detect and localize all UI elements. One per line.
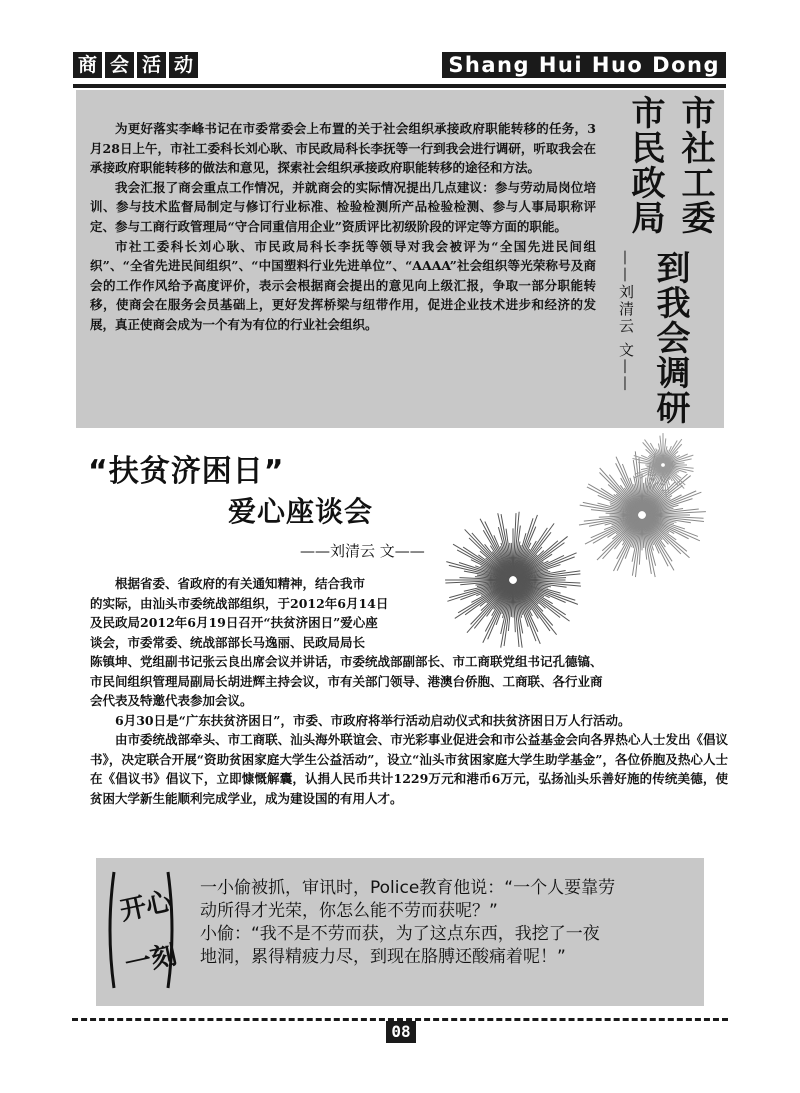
article2-paragraph: 6月30日是“广东扶贫济困日”，市委、市政府将举行活动启动仪式和扶贫济困日万人行活动。 <box>115 712 631 728</box>
article2-author: ——刘清云 文—— <box>300 542 425 560</box>
article1-title-col2: 市民政局 <box>625 95 665 235</box>
article1-paragraph: 市社工委科长刘心耿、市民政局科长李抚等领导对我会被评为“全国先进民间组织”、“全省先进民间组织”、“中国塑料行业先进单位”、“AAAA”社会组织等光荣称号及商会的工作作风给予高度评价，表示会根据商会提出的意见向上级汇报，争取一部分职能转移，使商会在服务会员基础上，更好发挥桥梁与纽带作用，促进企业技术进步和经济的发展，真正使商会成为一个有为有位的行业社会组织。 <box>90 238 596 332</box>
section-title-char: 活 <box>137 52 166 78</box>
article2-paragraph-1 <box>90 574 728 711</box>
joke-line: 一小偷被抓，审讯时，Police教育他说：“一个人要靠劳 <box>200 878 616 898</box>
article1-title-col1: 市社工委 <box>675 95 715 235</box>
firework-small-icon <box>628 430 698 500</box>
article2-line: 及民政局2012年6月19日召开“扶贫济困日”爱心座 <box>90 615 378 630</box>
joke-label-text2: 一刻 <box>122 940 180 981</box>
header-divider <box>73 84 726 88</box>
page-number: 08 <box>386 1021 416 1043</box>
article2-body <box>90 574 728 808</box>
article2-line: 根据省委、省政府的有关通知精神，结合我市 <box>115 576 366 591</box>
joke-text <box>200 877 700 969</box>
article2-line: 会代表及特邀代表参加会议。 <box>90 693 253 708</box>
section-title-char: 会 <box>105 52 134 78</box>
article2-line: 谈会，市委常委、统战部部长马逸丽、民政局局长 <box>90 634 366 650</box>
article1-author: ——刘清云 文—— <box>617 250 635 393</box>
article1-paragraph: 为更好落实李峰书记在市委常委会上布置的关于社会组织承接政府职能转移的任务，3月28日上午，市社工委科长刘心耿、市民政局科长李抚等一行到我会进行调研，听取我会在承接政府职能转移的做法和意见，探索社会组织承接政府职能转移的途径和方法。 <box>90 121 596 176</box>
joke-label-graphic <box>102 866 180 994</box>
section-title-chinese <box>73 52 198 78</box>
joke-line: 动所得才光荣，你怎么能不劳而获呢？” <box>200 901 498 921</box>
section-title-char: 动 <box>169 52 198 78</box>
article2-title-line2: 爱心座谈会 <box>228 495 374 528</box>
joke-label-text: 开心 <box>117 886 175 927</box>
section-title-pinyin: Shang Hui Huo Dong <box>442 52 726 78</box>
article2-paragraph: 由市委统战部牵头、市工商联、汕头海外联谊会、市光彩事业促进会和市公益基金会向各界热心人士发出《倡议书》，决定联合开展“资助贫困家庭大学生公益活动”，设立“汕头市贫困家庭大学生助学基金”，各位侨胞及热心人士在《倡议书》倡议下，立即慷慨解囊，认捐人民币共计1229万元和港币6万元，弘扬汕头乐善好施的传统美德，使贫困大学新生能顺利完成学业，成为建设国的有用人才。 <box>90 732 728 806</box>
article2-line: 陈镇坤、党组副书记张云良出席会议并讲话，市委统战部副部长、市工商联党组书记孔德镐、 <box>90 654 603 669</box>
article2-line: 的实际，由汕头市委统战部组织，于2012年6月14日 <box>90 595 389 611</box>
joke-line: 地洞，累得精疲力尽，到现在胳膊还酸痛着呢！” <box>200 947 566 967</box>
article1-paragraph: 我会汇报了商会重点工作情况，并就商会的实际情况提出几点建议：参与劳动局岗位培训、参与技术监督局制定与修订行业标准、检验检测所产品检验检测、参与人事局职称评定、参与工商行政管理局“守合同重信用企业”资质评比初级阶段的评定等方面的职能。 <box>90 179 596 234</box>
article2-title-line1: “扶贫济困日” <box>88 454 285 489</box>
section-title-char: 商 <box>73 52 102 78</box>
article1-body <box>90 119 596 335</box>
article2-line: 市民间组织管理局副局长胡进辉主持会议，市有关部门领导、港澳台侨胞、工商联、各行业商 <box>90 673 603 689</box>
article1-title-col3: 到我会调研 <box>650 250 690 425</box>
joke-line: 小偷：“我不是不劳而获，为了这点东西，我挖了一夜 <box>200 924 600 944</box>
